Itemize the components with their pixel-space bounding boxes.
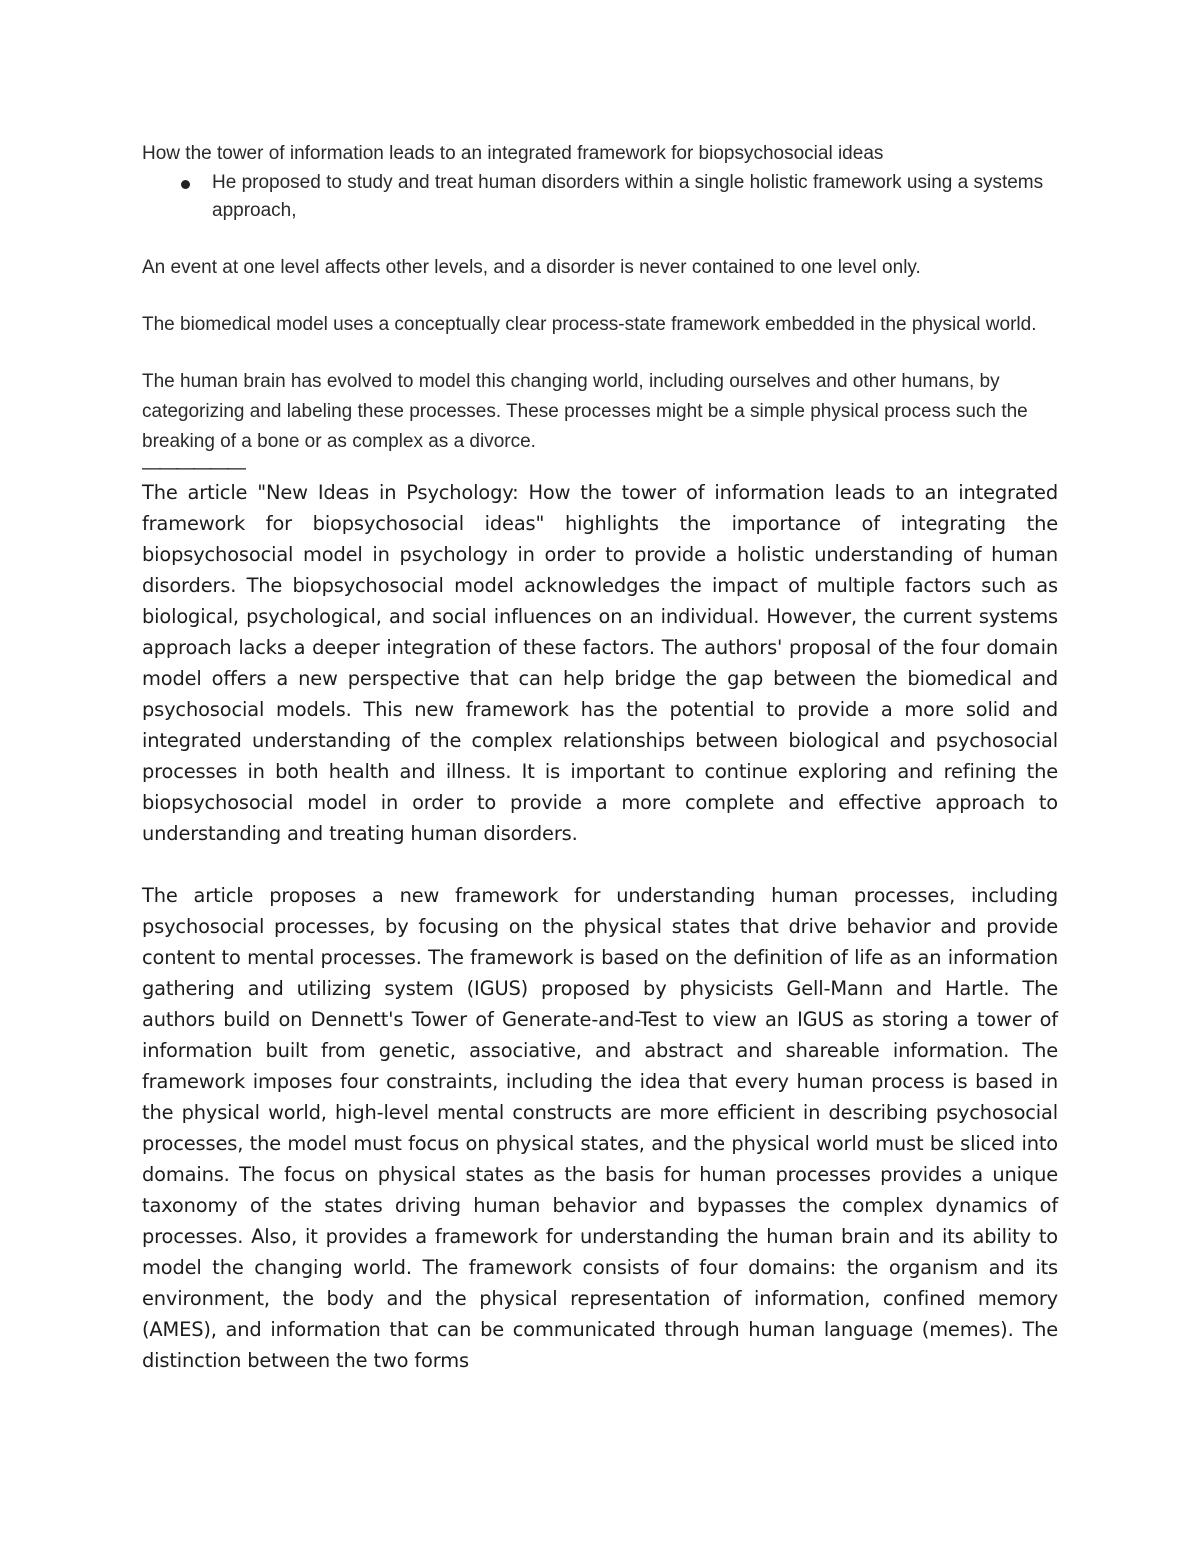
document-page — [142, 139, 1058, 1376]
notes-heading: How the tower of information leads to an integrated framework for biopsychosocial ideas — [142, 143, 884, 164]
bullet-icon — [181, 180, 190, 189]
separator-line: —————— — [142, 459, 244, 477]
spacer — [142, 225, 1058, 253]
summary-paragraph-1: The article "New Ideas in Psychology: How the tower of information leads to an integrated framework for biopsychosocial ideas" highlights the importance of integrating the biopsychosocial model in psychology in order to provide a holistic understanding of human disorders. The biopsychosocial model acknowledges the impact of multiple factors such as biological, psychological, and social influences on an individual. However, the current systems approach lacks a deeper integration of these factors. The authors' proposal of the four domain model offers a new perspective that can help bridge the gap between the biomedical and psychosocial models. This new framework has the potential to provide a more solid and integrated understanding of the complex relationships between biological and psychosocial processes in both health and illness. It is important to continue exploring and refining the biopsychosocial model in order to provide a more complete and effective approach to understanding and treating human disorders. — [142, 481, 1058, 845]
spacer — [142, 283, 1058, 310]
notes-paragraph-1: An event at one level affects other levels, and a disorder is never contained to one level only. — [142, 257, 921, 278]
spacer — [142, 340, 1058, 367]
spacer — [142, 849, 1058, 880]
summary-paragraph-2: The article proposes a new framework for understanding human processes, including psychosocial processes, by focusing on the physical states that drive behavior and provide content to mental processes. The framework is based on the definition of life as an information gathering and utilizing system (IGUS) proposed by physicists Gell-Mann and Hartle. The authors build on Dennett's Tower of Generate-and-Test to view an IGUS as storing a tower of information built from genetic, associative, and abstract and shareable information. The framework imposes four constraints, including the idea that every human process is based in the physical world, high-level mental constructs are more efficient in describing psychosocial processes, the model must focus on physical states, and the physical world must be sliced into domains. The focus on physical states as the basis for human processes provides a unique taxonomy of the states driving human behavior and bypasses the complex dynamics of processes. Also, it provides a framework for understanding the human brain and its ability to model the changing world. The framework consists of four domains: the organism and its environment, the body and the physical representation of information, confined memory (AMES), and information that can be communicated through human language (memes). The distinction between the two forms — [142, 884, 1058, 1372]
list-item — [212, 169, 1054, 225]
notes-paragraph-2: The biomedical model uses a conceptually clear process-state framework embedded in the physical world. — [142, 314, 1037, 335]
notes-bullet-list — [142, 169, 1058, 225]
notes-paragraph-3: The human brain has evolved to model this changing world, including ourselves and other humans, by categorizing and labeling these processes. These processes might be a simple physical process such the breaking of a bone or as complex as a divorce. — [142, 371, 1028, 452]
bullet-text: He proposed to study and treat human disorders within a single holistic framework using a systems approach, — [212, 172, 1044, 221]
